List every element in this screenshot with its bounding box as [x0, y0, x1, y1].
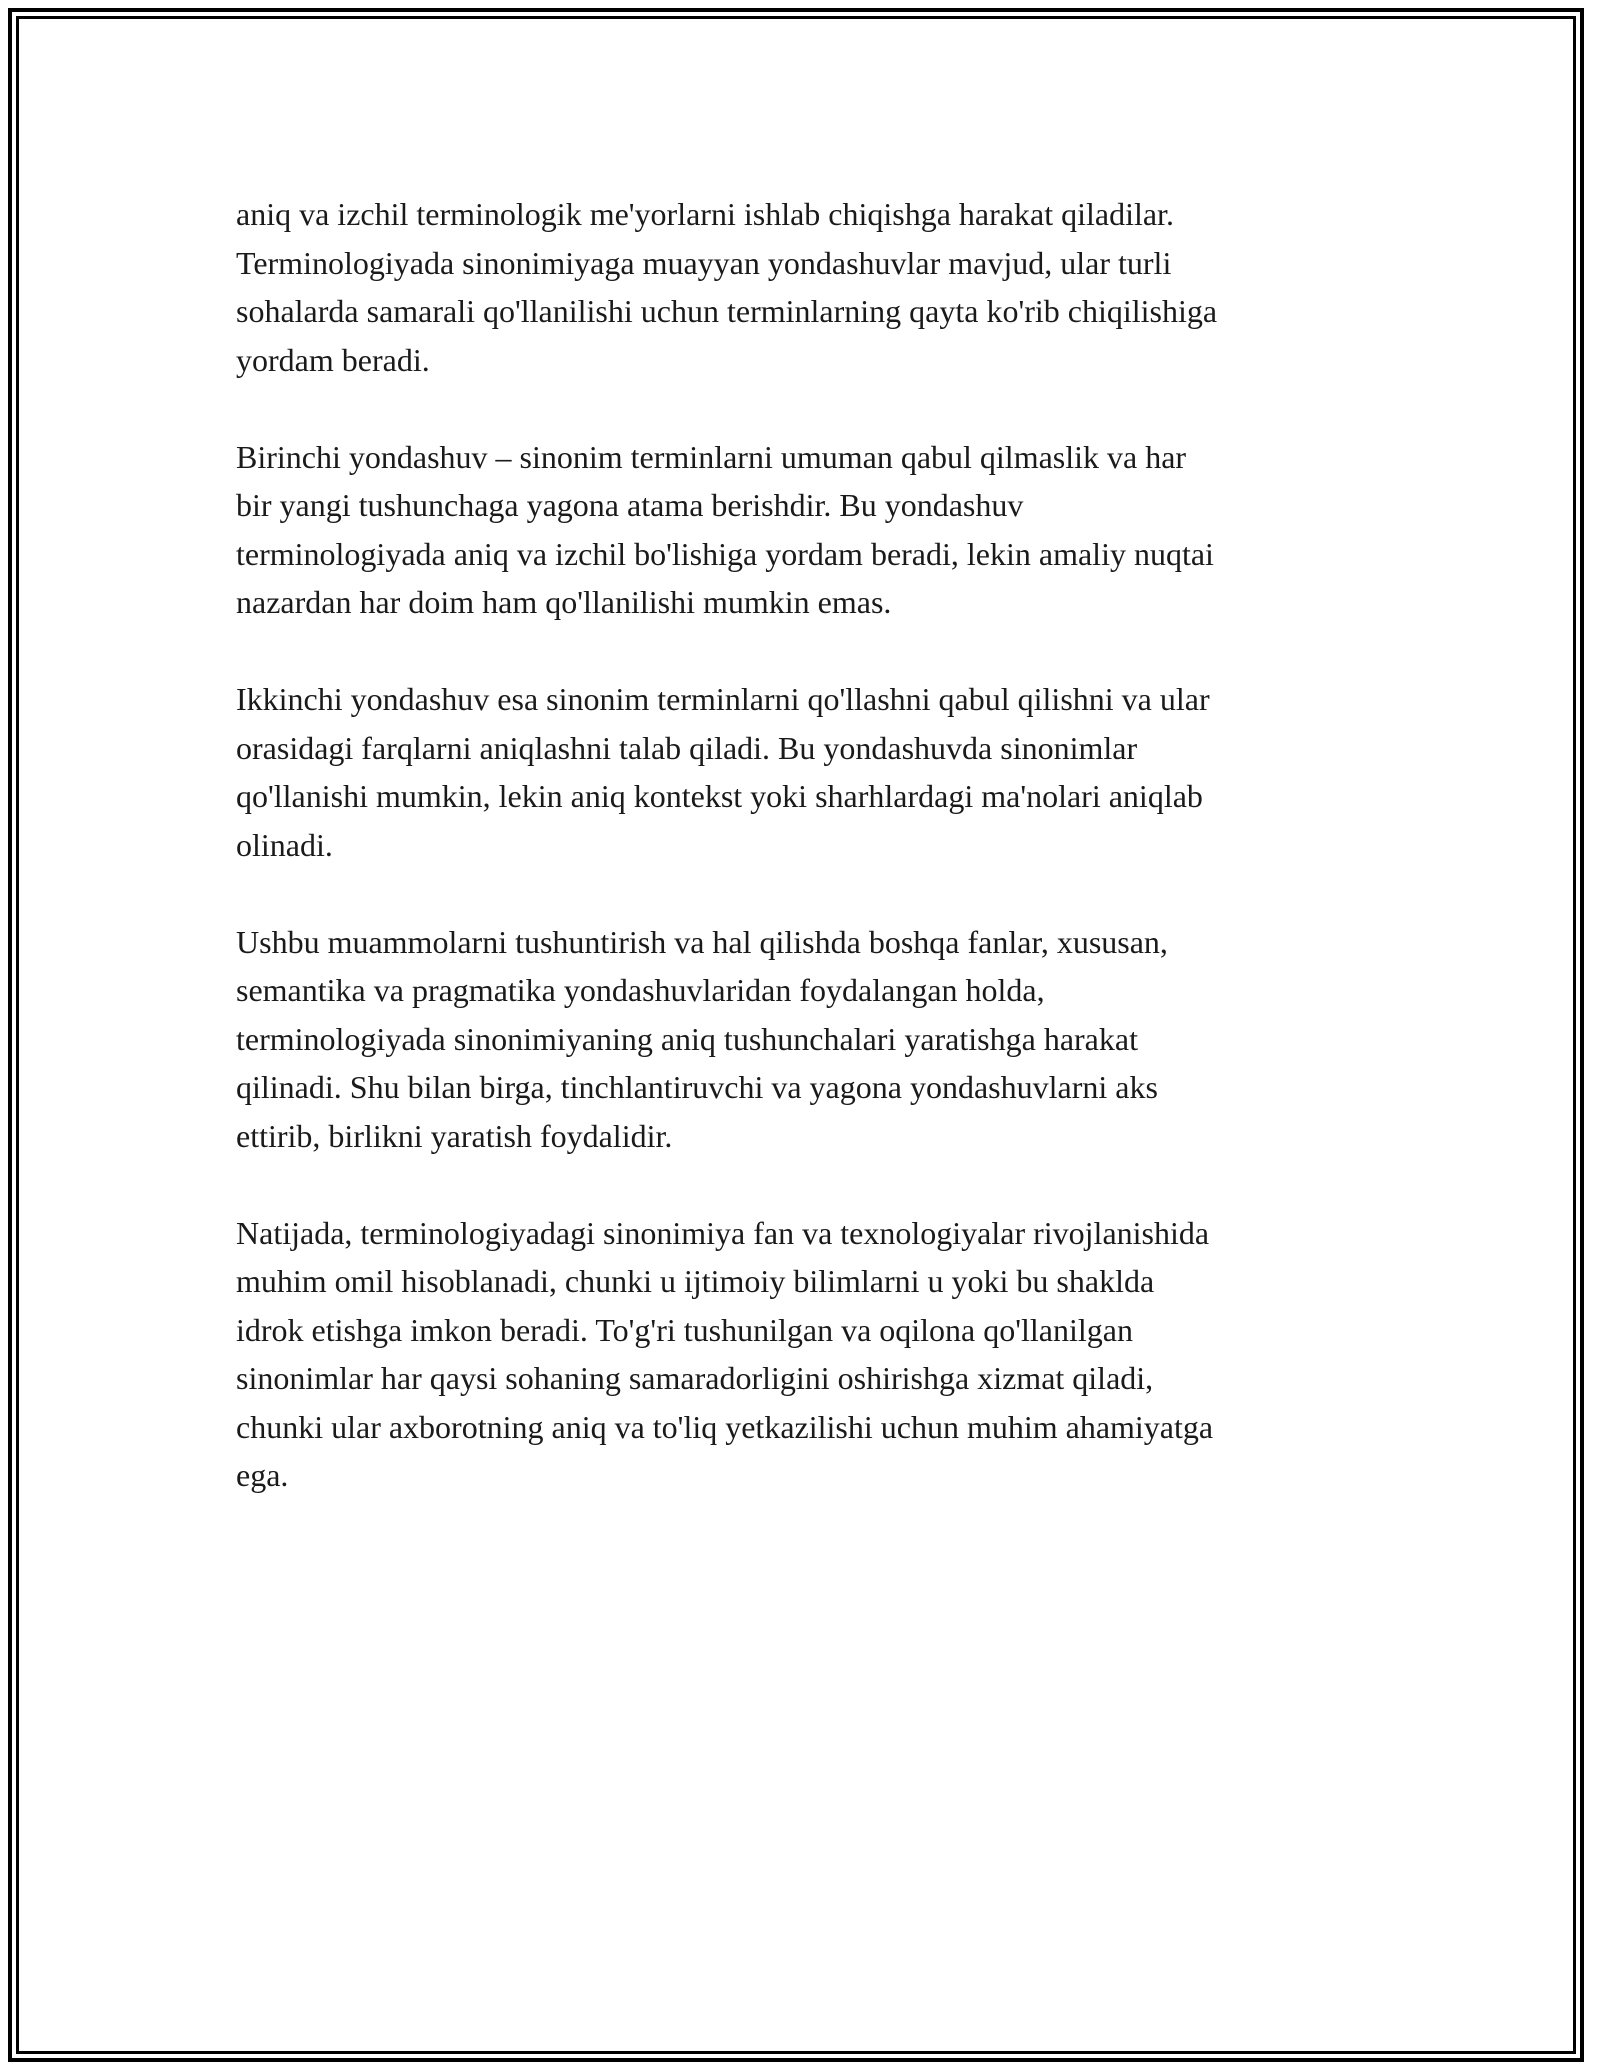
document-body [236, 190, 1376, 1548]
paragraph-1: aniq va izchil terminologik me'yorlarni ishlab chiqishga harakat qiladilar. Terminologiyada sinonimiyaga muayyan yondashuvlar mavjud, ular turli sohalarda samarali qo'llanilishi uchun terminlarning qayta ko'rib chiqilishiga yordam beradi. [236, 196, 1218, 378]
paragraph-5: Natijada, terminologiyadagi sinonimiya fan va texnologiyalar rivojlanishida muhim omil hisoblanadi, chunki u ijtimoiy bilimlarni u yoki bu shaklda idrok etishga imkon beradi. To'g'ri tushunilgan va oqilona qo'llanilgan sinonimlar har qaysi sohaning samaradorligini oshirishga xizmat qiladi, chunki ular axborotning aniq va to'liq yetkazilishi uchun muhim ahamiyatga ega. [236, 1214, 1214, 1493]
paragraph-2: Birinchi yondashuv – sinonim terminlarni umuman qabul qilmaslik va har bir yangi tushunchaga yagona atama berishdir. Bu yondashuv terminologiyada aniq va izchil bo'lishiga yordam beradi, lekin amaliy nuqtai nazardan har doim ham qo'llanilishi mumkin emas. [236, 438, 1214, 620]
paragraph-4: Ushbu muammolarni tushuntirish va hal qilishda boshqa fanlar, xususan, semantika va pragmatika yondashuvlaridan foydalangan holda, terminologiyada sinonimiyaning aniq tushunchalari yaratishga harakat qilinadi. Shu bilan birga, tinchlantiruvchi va yagona yondashuvlarni aks ettirib, birlikni yaratish foydalidir. [236, 923, 1168, 1154]
paragraph-3: Ikkinchi yondashuv esa sinonim terminlarni qo'llashni qabul qilishni va ular orasidagi farqlarni aniqlashni talab qiladi. Bu yondashuvda sinonimlar qo'llanishi mumkin, lekin aniq kontekst yoki sharhlardagi ma'nolari aniqlab olinadi. [236, 681, 1210, 863]
